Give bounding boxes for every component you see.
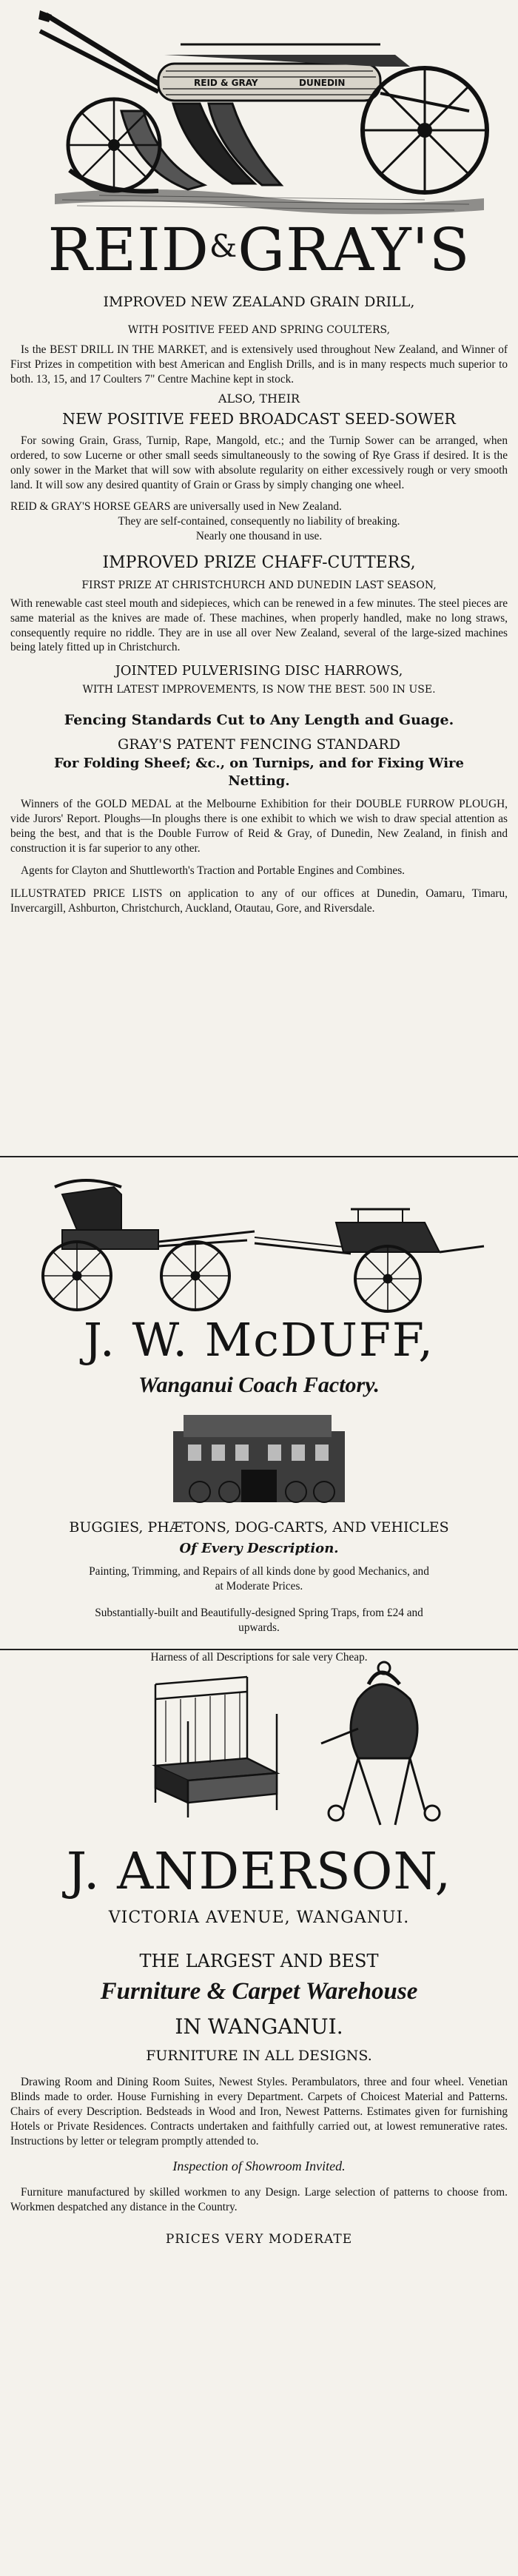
showroom-inspection: Inspection of Showroom Invited. [172, 2158, 346, 2173]
mcduff-title: J. W. McDUFF, [83, 1313, 435, 1367]
furniture-designs: FURNITURE IN ALL DESIGNS. [146, 2047, 372, 2064]
spring-traps-line: Substantially-built and Beautifully-designed Spring Traps, from £24 and [95, 1606, 423, 1619]
bedstead-icon [155, 1677, 277, 1817]
engraving-left-label: REID & GRAY [194, 78, 258, 88]
in-wanganui: IN WANGANUI. [175, 2014, 343, 2039]
grain-drill-subheading: WITH POSITIVE FEED AND SPRING COULTERS, [127, 323, 391, 336]
horse-gears-self-contained: They are self-contained, consequently no liability of breaking. [118, 515, 400, 528]
painting-prices: at Moderate Prices. [215, 1579, 303, 1593]
drill-wheel-right [363, 68, 487, 192]
disc-harrows-subheading: WITH LATEST IMPROVEMENTS, IS NOW THE BEST. 500 IN USE. [82, 683, 436, 696]
dog-cart-icon [255, 1209, 484, 1311]
horse-gears-line: REID & GRAY'S HORSE GEARS are universally used in New Zealand. [10, 500, 342, 514]
chaff-cutters-subheading: FIRST PRIZE AT CHRISTCHURCH AND DUNEDIN LAST SEASON, [81, 579, 437, 591]
vehicles-heading: BUGGIES, PHÆTONS, DOG-CARTS, AND VEHICLES [69, 1519, 449, 1536]
patent-fencing-netting: Netting. [228, 773, 290, 789]
also-their-label: ALSO, THEIR [218, 391, 300, 406]
furniture-engravings [10, 1655, 508, 1840]
chaff-cutters-description: With renewable cast steel mouth and sidepieces, which can be renewed in a few minutes. The steel pieces are same material as the knives are made of. These machines, when properly handled, make no long straws, consequently require no riddle. They are in use all over New Zealand, several of the large-sized machines being lately fitted up in Christchurch. [10, 596, 508, 654]
gold-medal-description: Winners of the GOLD MEDAL at the Melbourne Exhibition for their DOUBLE FURROW PLOUGH, vide Jurors' Report. Ploughs—In ploughs there is one exhibit to which we wish to draw special attention as being the best, and that is the Double Furrow of Reid & Gray, of Dunedin, New Zealand, in finish and construction it is far superior to any other. [10, 798, 508, 855]
horse-gears-count: Nearly one thousand in use. [195, 530, 323, 543]
patent-fencing-line: For Folding Sheef; &c., on Turnips, and for Fixing Wire [54, 756, 464, 772]
column-rule-2 [0, 1649, 518, 1650]
title-word-grays: GRAY'S [238, 215, 471, 284]
patent-fencing-heading: GRAY'S PATENT FENCING STANDARD [118, 736, 400, 753]
mcduff-advertisement [0, 1165, 518, 1664]
agents-line: Agents for Clayton and Shuttleworth's Traction and Portable Engines and Combines. [21, 864, 405, 877]
workmen-description: Furniture manufactured by skilled workmen to any Design. Large selection of patterns to choose from. Workmen despatched any distance in the Country. [10, 2186, 508, 2214]
buggy-icon [43, 1180, 255, 1310]
engraving-right-label: DUNEDIN [299, 78, 346, 88]
price-lists-line: ILLUSTRATED PRICE LISTS on application to any of our offices at Dunedin, Oamaru, Timaru, Invercargill, Ashburton, Christchurch, Auckland, Otautau, Gore, and Riversdale. [10, 887, 508, 915]
factory-engraving [170, 1409, 348, 1505]
spring-traps-upwards: upwards. [238, 1621, 280, 1634]
coach-factory-subtitle: Wanganui Coach Factory. [138, 1373, 380, 1397]
anderson-advertisement [0, 1655, 518, 2576]
title-word-reid: REID [47, 215, 209, 284]
largest-and-best: THE LARGEST AND BEST [139, 1950, 379, 1971]
carriage-engravings [10, 1165, 508, 1313]
grain-drill-description: Is the BEST DRILL IN THE MARKET, and is extensively used throughout New Zealand, and Winner of First Prizes in competition with best American and English Drills, and is in many respects much superior to both. 13, 15, and 17 Coulters 7" Centre Machine kept in stock. [10, 343, 508, 386]
reid-gray-title [10, 215, 508, 284]
furniture-description: Drawing Room and Dining Room Suites, Newest Styles. Perambulators, three and four wheel. Venetian Blinds made to order. House Furnishing in every Department. Carpets of Choicest Material and Patterns. Chairs of every Description. Bedsteads in Wood and Iron, Newest Patterns. Estimates given for furnishing Hotels or Private Residences. Contracts undertaken and faithfully carried out, at lowest remunerative rates. Instructions by letter or telegram promptly attended to. [10, 2076, 508, 2148]
vehicles-subheading: Of Every Description. [179, 1540, 339, 1556]
grain-drill-engraving [10, 0, 508, 219]
anderson-address: VICTORIA AVENUE, WANGANUI. [108, 1909, 410, 1927]
column-rule-1 [0, 1156, 518, 1157]
anderson-title: J. ANDERSON, [66, 1843, 452, 1901]
chaff-cutters-heading: IMPROVED PRIZE CHAFF-CUTTERS, [102, 554, 416, 573]
grain-drill-heading: IMPROVED NEW ZEALAND GRAIN DRILL, [103, 294, 415, 310]
prices-moderate: PRICES VERY MODERATE [165, 2231, 353, 2247]
furniture-warehouse-title: Furniture & Carpet Warehouse [100, 1977, 418, 2005]
seed-sower-heading: NEW POSITIVE FEED BROADCAST SEED-SOWER [62, 410, 456, 428]
painting-line: Painting, Trimming, and Repairs of all kinds done by good Mechanics, and [89, 1565, 429, 1578]
seed-sower-description: For sowing Grain, Grass, Turnip, Rape, Mangold, etc.; and the Turnip Sower can be arranged, when ordered, to sow Lucerne or other small seeds simultaneously to the sowing of Rye Grass if desired. It is the only sower in the Market that will sow with absolute regularity on either excessively rough or very smooth land. It will sow any desired quantity of Grain or Grass by simply changing one wheel. [10, 434, 508, 491]
disc-harrows-heading: JOINTED PULVERISING DISC HARROWS, [115, 663, 403, 679]
title-ampersand: & [209, 228, 238, 264]
reid-gray-advertisement [0, 0, 518, 1154]
perambulator-icon [321, 1662, 440, 1825]
fencing-standards-line: Fencing Standards Cut to Any Length and Guage. [64, 711, 454, 728]
harness-line: Harness of all Descriptions for sale very Cheap. [150, 1650, 368, 1664]
